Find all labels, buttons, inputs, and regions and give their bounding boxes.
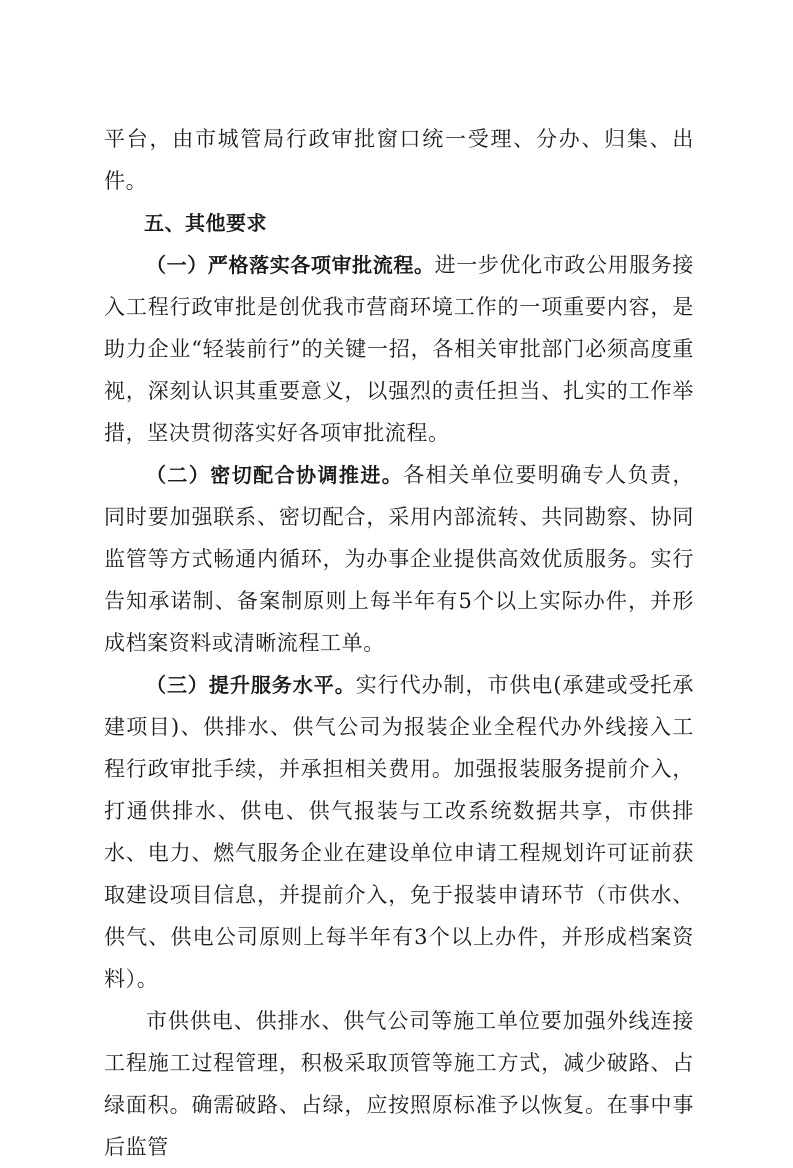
paragraph-continuation (104, 118, 694, 202)
paragraph-text: 各相关单位要明确专人负责，同时要加强联系、密切配合，采用内部流转、共同勘察、协同监管等方式畅通内循环，为办事企业提供高效优质服务。实行告知承诺制、备案制原则上每半年有5个以上实际办件，并形成档案资料或清晰流程工单。 (104, 463, 694, 655)
section-heading: 五、其他要求 (144, 211, 267, 235)
paragraph-text: 平台，由市城管局行政审批窗口统一受理、分办、归集、出件。 (104, 127, 694, 193)
paragraph-text: 市供供电、供排水、供气公司等施工单位要加强外线连接工程施工过程管理，积极采取顶管等施工方式，减少破路、占绿面积。确需破路、占绿，应按照原标准予以恢复。在事中事后监管 (104, 1009, 694, 1159)
paragraph-approval-process (104, 244, 694, 454)
paragraph-text: 实行代办制，市供电(承建或受托承建项目)、供排水、供气公司为报装企业全程代办外线接入工程行政审批手续，并承担相关费用。加强报装服务提前介入，打通供排水、供电、供气报装与工改系统数据共享，市供排水、电力、燃气服务企业在建设单位申请工程规划许可证前获取建设项目信息，并提前介入，免于报装申请环节（市供水、供气、供电公司原则上每半年有3个以上办件，并形成档案资料）。 (104, 673, 695, 991)
document-body (104, 118, 694, 1168)
paragraph-coordination (104, 454, 694, 664)
paragraph-text: 进一步优化市政公用服务接入工程行政审批是创优我市营商环境工作的一项重要内容，是助力企业“轻装前行”的关键一招，各相关审批部门必须高度重视，深刻认识其重要意义，以强烈的责任担当、扎实的工作举措，坚决贯彻落实好各项审批流程。 (104, 253, 694, 445)
paragraph-lead: （二）密切配合协调推进。 (146, 463, 404, 487)
paragraph-lead: （三）提升服务水平。 (146, 673, 356, 697)
paragraph-construction-management (104, 1000, 694, 1168)
paragraph-lead: （一）严格落实各项审批流程。 (146, 253, 435, 277)
paragraph-service-level (104, 664, 694, 1000)
